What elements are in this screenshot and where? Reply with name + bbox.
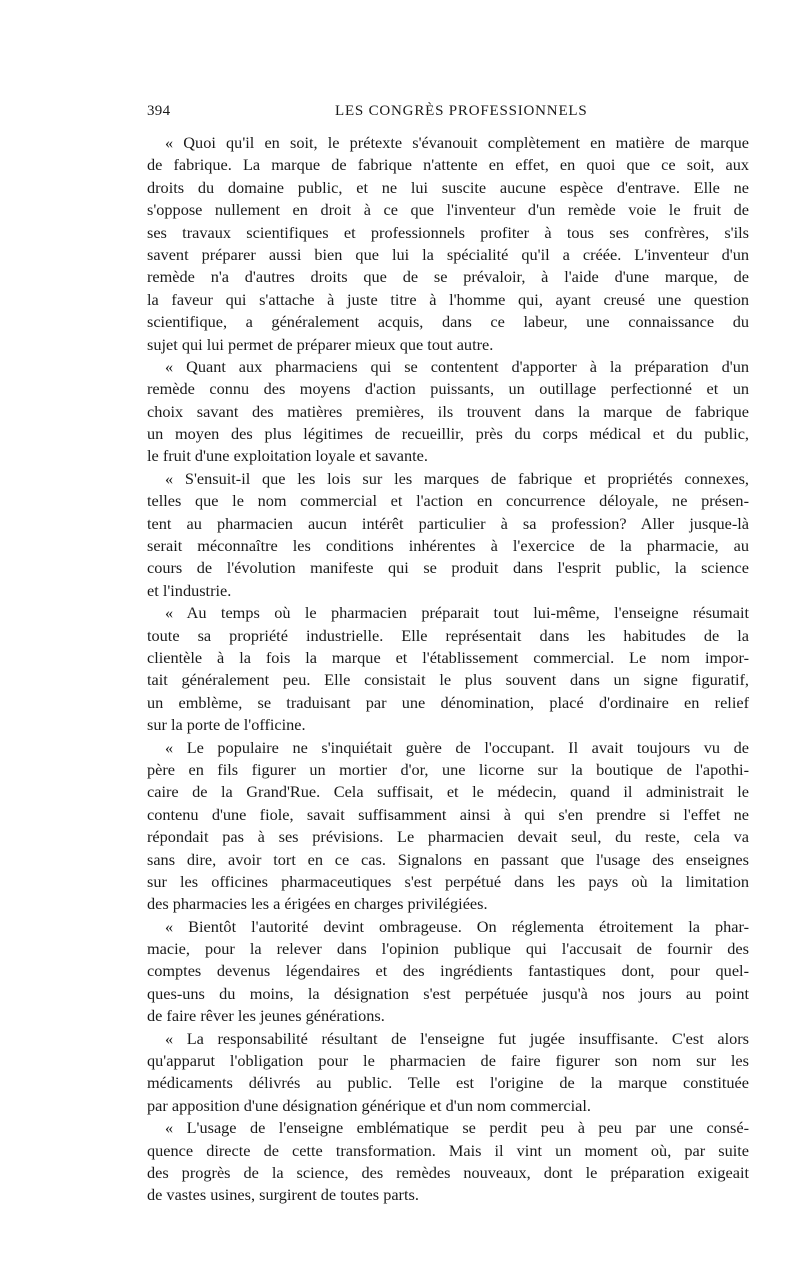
text-line: toute sa propriété industrielle. Elle représentait dans les habitudes de la [147, 625, 749, 645]
text-line: « Le populaire ne s'inquiétait guère de l'occupant. Il avait toujours vu de [165, 737, 749, 757]
text-line: contenu d'une fiole, savait suffisamment ainsi à qui s'en prendre si l'effet ne [147, 804, 749, 824]
text-line: s'oppose nullement en droit à ce que l'inventeur d'un remède voie le fruit de [147, 200, 749, 220]
text-line: ques-uns du moins, la désignation s'est perpétuée jusqu'à nos jours au point [147, 983, 749, 1003]
text-line: cours de l'évolution manifeste qui se produit dans l'esprit public, la science [147, 558, 749, 578]
running-head [147, 103, 747, 123]
text-line: sur les officines pharmaceutiques s'est perpétué dans les pays où la limitation [147, 871, 749, 891]
text-line: de fabrique. La marque de fabrique n'attente en effet, en quoi que ce soit, aux [147, 155, 749, 175]
text-line: un emblème, se traduisant par une dénomination, placé d'ordinaire en relief [147, 692, 749, 712]
text-line: médicaments délivrés au public. Telle est l'origine de la marque constituée [147, 1073, 749, 1093]
paragraph [147, 602, 749, 736]
text-line: macie, pour la relever dans l'opinion publique qui l'accusait de fournir des [147, 939, 749, 959]
text-line: qu'apparut l'obligation pour le pharmacien de faire figurer son nom sur les [147, 1051, 749, 1071]
text-line: sur la porte de l'officine. [147, 715, 306, 735]
paragraph [147, 1028, 749, 1118]
text-line: tent au pharmacien aucun intérêt particulier à sa profession? Aller jusque-là [147, 513, 749, 533]
page-number: 394 [147, 103, 171, 119]
text-line: « S'ensuit-il que les lois sur les marques de fabrique et propriétés connexes, [165, 468, 749, 488]
text-line: quence directe de cette transformation. Mais il vint un moment où, par suite [147, 1140, 749, 1160]
text-line: sans dire, avoir tort en ce cas. Signalons en passant que l'usage des enseignes [147, 849, 749, 869]
paragraph [147, 468, 749, 602]
text-line: choix savant des matières premières, ils trouvent dans la marque de fabrique [147, 401, 749, 421]
text-line: droits du domaine public, et ne lui suscite aucune espèce d'entrave. Elle ne [147, 177, 749, 197]
body-text [147, 132, 749, 1207]
paragraph [147, 356, 749, 468]
text-line: répondait pas à ses prévisions. Le pharmacien devait seul, du reste, cela va [147, 827, 749, 847]
running-title: LES CONGRÈS PROFESSIONNELS [335, 103, 588, 119]
text-line: savent préparer aussi bien que lui la spécialité qu'il a créée. L'inventeur d'un [147, 244, 749, 264]
text-line: des progrès de la science, des remèdes nouveaux, dont le préparation exigeait [147, 1162, 749, 1182]
text-line: comptes devenus légendaires et des ingrédients fantastiques dont, pour quel- [147, 961, 749, 981]
paragraph [147, 916, 749, 1028]
text-line: « Quant aux pharmaciens qui se contentent d'apporter à la préparation d'un [165, 356, 749, 376]
text-line: remède n'a d'autres droits que de se prévaloir, à l'aide d'une marque, de [147, 267, 749, 287]
text-line: ses travaux scientifiques et professionnels profiter à tous ses confrères, s'ils [147, 222, 749, 242]
text-line: remède connu des moyens d'action puissants, un outillage perfectionné et un [147, 379, 749, 399]
text-line: la faveur qui s'attache à juste titre à l'homme qui, ayant creusé une question [147, 289, 749, 309]
text-line: père en fils figurer un mortier d'or, une licorne sur la boutique de l'apothi- [147, 759, 749, 779]
text-line: de vastes usines, surgirent de toutes parts. [147, 1185, 419, 1205]
text-line: caire de la Grand'Rue. Cela suffisait, et le médecin, quand il administrait le [147, 782, 749, 802]
text-line: tait généralement peu. Elle consistait le plus souvent dans un signe figuratif, [147, 670, 749, 690]
text-line: serait méconnaître les conditions inhérentes à l'exercice de la pharmacie, au [147, 536, 749, 556]
text-line: « Au temps où le pharmacien préparait tout lui-même, l'enseigne résumait [165, 603, 749, 623]
text-line: scientifique, a généralement acquis, dans ce labeur, une connaissance du [147, 312, 749, 332]
text-line: le fruit d'une exploitation loyale et savante. [147, 446, 428, 466]
text-line: par apposition d'une désignation générique et d'un nom commercial. [147, 1095, 591, 1115]
text-line: de faire rêver les jeunes générations. [147, 1006, 385, 1026]
text-line: sujet qui lui permet de préparer mieux que tout autre. [147, 334, 494, 354]
text-line: « La responsabilité résultant de l'enseigne fut jugée insuffisante. C'est alors [165, 1028, 749, 1048]
text-line: et l'industrie. [147, 580, 232, 600]
text-line: « Quoi qu'il en soit, le prétexte s'évanouit complètement en matière de marque [165, 133, 749, 152]
text-line: clientèle à la fois la marque et l'établissement commercial. Le nom impor- [147, 647, 749, 667]
text-line: un moyen des plus légitimes de recueillir, près du corps médical et du public, [147, 424, 749, 444]
paragraph [147, 1117, 749, 1207]
paragraph [147, 132, 749, 356]
paragraph [147, 737, 749, 916]
text-line: telles que le nom commercial et l'action en concurrence déloyale, ne présen- [147, 491, 749, 511]
text-line: « L'usage de l'enseigne emblématique se perdit peu à peu par une consé- [165, 1118, 749, 1138]
text-line: « Bientôt l'autorité devint ombrageuse. On réglementa étroitement la phar- [165, 916, 749, 936]
text-line: des pharmacies les a érigées en charges privilégiées. [147, 894, 488, 914]
